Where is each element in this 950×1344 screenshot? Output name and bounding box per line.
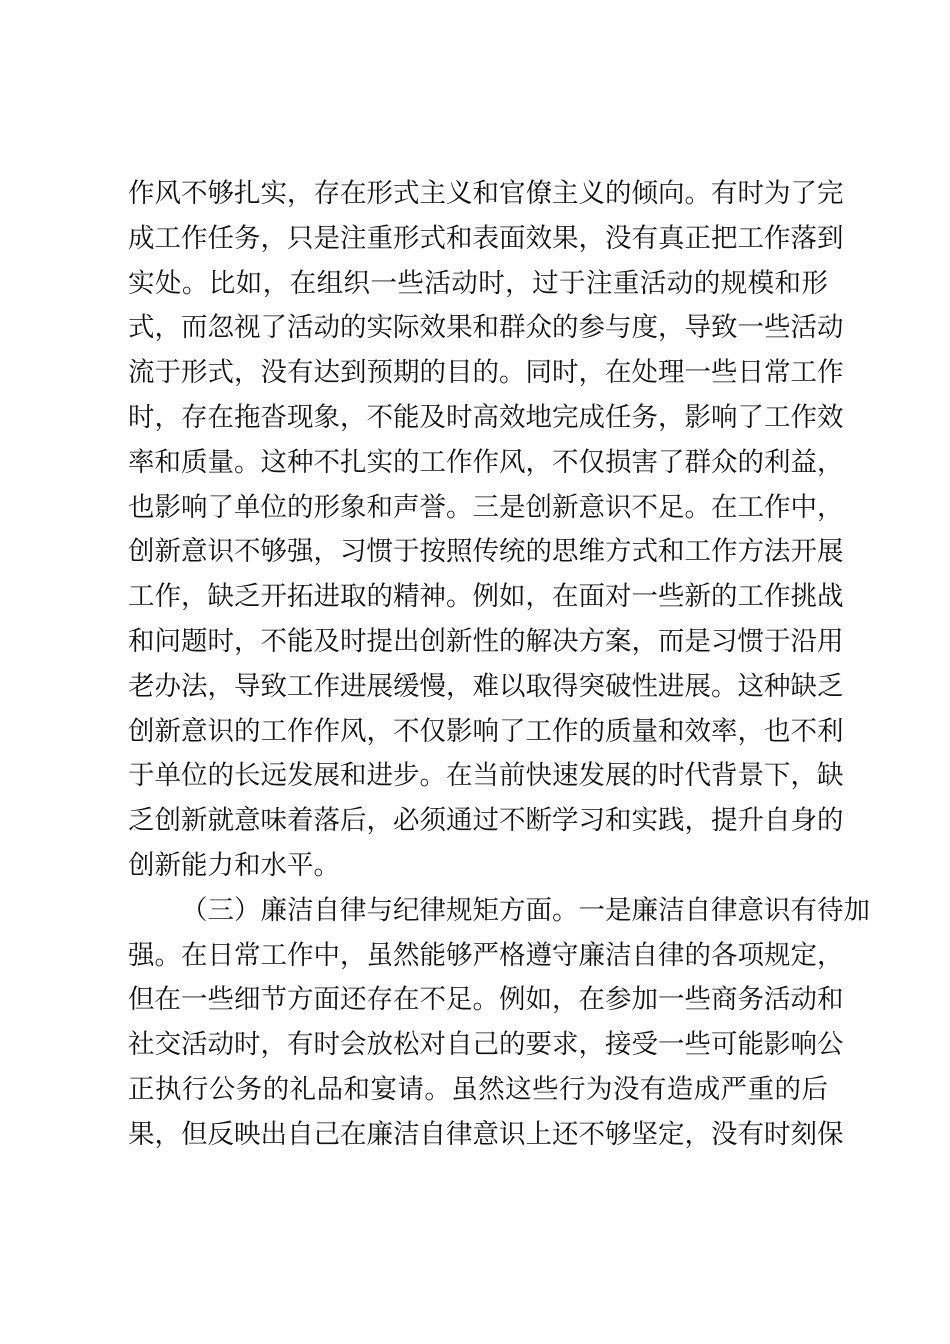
text-line: 创新能力和水平。 [128,849,340,881]
text-line: 老办法，导致工作进展缓慢，难以取得突破性进展。这种缺乏 [128,670,844,702]
text-line: 乏创新就意味着落后，必须通过不断学习和实践，提升自身的 [128,805,844,837]
text-line: 流于形式，没有达到预期的目的。同时，在处理一些日常工作 [128,357,844,389]
text-line: 但在一些细节方面还存在不足。例如，在参加一些商务活动和 [128,984,844,1016]
text-line: 正执行公务的礼品和宴请。虽然这些行为没有造成严重的后 [128,1073,828,1105]
text-line: 时，存在拖沓现象，不能及时高效地完成任务，影响了工作效 [128,401,844,433]
body-text [128,172,870,1158]
text-line: 式，而忽视了活动的实际效果和群众的参与度，导致一些活动 [128,312,844,344]
text-line: 成工作任务，只是注重形式和表面效果，没有真正把工作落到 [128,222,844,254]
text-line: 和问题时，不能及时提出创新性的解决方案，而是习惯于沿用 [128,625,844,657]
text-line: 率和质量。这种不扎实的工作作风，不仅损害了群众的利益， [128,446,844,478]
text-line: 创新意识不够强，习惯于按照传统的思维方式和工作方法开展 [128,536,844,568]
text-line: 工作，缺乏开拓进取的精神。例如，在面对一些新的工作挑战 [128,581,844,613]
text-line: 社交活动时，有时会放松对自己的要求，接受一些可能影响公 [128,1029,844,1061]
text-line: 也影响了单位的形象和声誉。三是创新意识不足。在工作中， [128,491,844,523]
text-line: 强。在日常工作中，虽然能够严格遵守廉洁自律的各项规定， [128,939,844,971]
text-line: 果，但反映出自己在廉洁自律意识上还不够坚定，没有时刻保 [128,1118,844,1150]
section-heading-line: （三）廉洁自律与纪律规矩方面。一是廉洁自律意识有待加 [181,894,870,926]
text-line: 实处。比如，在组织一些活动时，过于注重活动的规模和形 [128,267,828,299]
text-line: 创新意识的工作作风，不仅影响了工作的质量和效率，也不利 [128,715,844,747]
text-line: 于单位的长远发展和进步。在当前快速发展的时代背景下，缺 [128,760,844,792]
text-line: 作风不够扎实，存在形式主义和官僚主义的倾向。有时为了完 [128,178,844,209]
